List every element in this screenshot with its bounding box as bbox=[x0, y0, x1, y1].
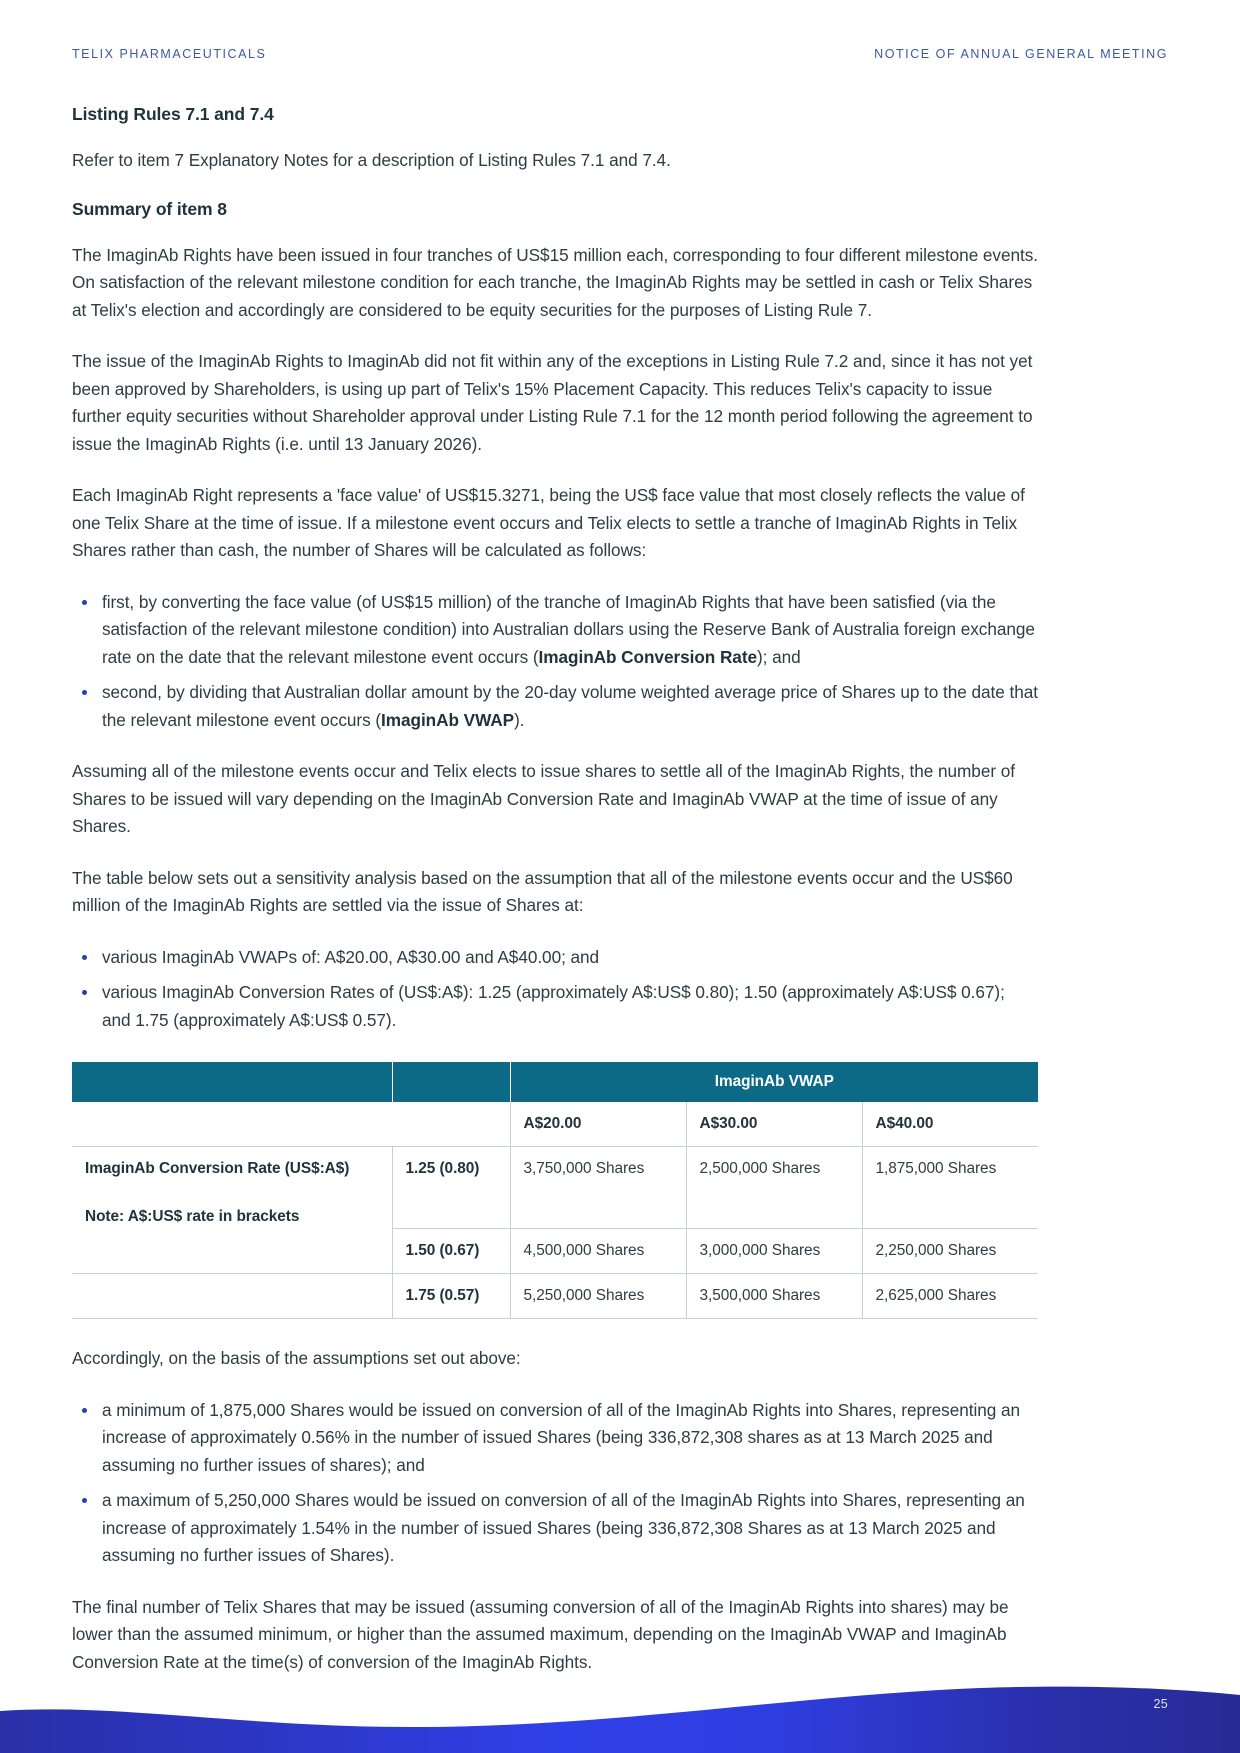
subheader-vwap-20: A$20.00 bbox=[510, 1102, 686, 1147]
list-item-second-dividing bbox=[72, 679, 1038, 734]
page-content bbox=[72, 104, 1038, 1700]
running-header bbox=[72, 47, 1168, 61]
table-subheader-row bbox=[72, 1102, 1038, 1147]
shares-175-vwap40: 2,625,000 Shares bbox=[862, 1274, 1038, 1319]
list-item-minimum-shares: a minimum of 1,875,000 Shares would be issued on conversion of all of the ImaginAb Rights into Shares, representing an increase of approximately 0.56% in the number of issued Shares (being 336,872,308 shares as at 13 March 2025 and assuming no further issues of shares); and bbox=[72, 1397, 1038, 1480]
subheader-vwap-30: A$30.00 bbox=[686, 1102, 862, 1147]
paragraph-issue-exceptions: The issue of the ImaginAb Rights to ImaginAb did not fit within any of the exceptions in Listing Rule 7.2 and, since it has not yet been approved by Shareholders, is using up part of Telix's 15% Placement Capacity. This reduces Telix's capacity to issue further equity securities without Shareholder approval under Listing Rule 7.1 for the 12 month period following the agreement to issue the ImaginAb Rights (i.e. until 13 January 2026). bbox=[72, 351, 1033, 454]
paragraph-face-value: Each ImaginAb Right represents a 'face value' of US$15.3271, being the US$ face value that most closely reflects the value of one Telix Share at the time of issue. If a milestone event occurs and Telix elects to settle a tranche of ImaginAb Rights in Telix Shares rather than cash, the number of Shares will be calculated as follows: bbox=[72, 485, 1025, 560]
shares-125-vwap30: 2,500,000 Shares bbox=[686, 1147, 862, 1229]
heading-listing-rules: Listing Rules 7.1 and 7.4 bbox=[72, 104, 274, 124]
sensitivity-table-wrapper bbox=[72, 1062, 1038, 1319]
rate-value-175: 1.75 (0.57) bbox=[392, 1274, 510, 1319]
header-imaginab-vwap: ImaginAb VWAP bbox=[510, 1062, 1038, 1102]
paragraph-table-intro: The table below sets out a sensitivity analysis based on the assumption that all of the milestone events occur and the US$60 million of the ImaginAb Rights are settled via the issue of Shares at: bbox=[72, 867, 1013, 915]
list-item-first-conversion bbox=[72, 589, 1038, 672]
assumptions-bullet-list bbox=[72, 944, 1038, 1035]
shares-175-vwap30: 3,500,000 Shares bbox=[686, 1274, 862, 1319]
bullet-second-text-pre: second, by dividing that Australian dollar amount by the 20-day volume weighted average price of Shares up to the date that the relevant milestone event occurs ( bbox=[102, 682, 1038, 730]
sensitivity-analysis-table bbox=[72, 1062, 1038, 1319]
paragraph-refer-item7: Refer to item 7 Explanatory Notes for a description of Listing Rules 7.1 and 7.4. bbox=[72, 150, 671, 170]
term-imaginab-vwap: ImaginAb VWAP bbox=[381, 709, 515, 730]
paragraph-final-number: The final number of Telix Shares that may be issued (assuming conversion of all of the ImaginAb Rights into shares) may be lower than the assumed minimum, or higher than the assumed maximum, depending on the ImaginAb VWAP and ImaginAb Conversion Rate at the time(s) of conversion of the ImaginAb Rights. bbox=[72, 1596, 1009, 1672]
heading-summary-item8: Summary of item 8 bbox=[72, 198, 227, 219]
footer-wave-graphic bbox=[0, 1633, 1240, 1753]
calculation-bullet-list bbox=[72, 589, 1038, 735]
row-label-title: ImaginAb Conversion Rate (US$:A$) bbox=[85, 1160, 350, 1177]
paragraph-assuming-milestones: Assuming all of the milestone events occur and Telix elects to issue shares to settle all of the ImaginAb Rights, the number of Shares to be issued will vary depending on the ImaginAb Conversion Rate and ImaginAb VWAP at the time of issue of any Shares. bbox=[72, 761, 1015, 836]
rate-value-125: 1.25 (0.80) bbox=[392, 1147, 510, 1229]
term-imaginab-conversion-rate: ImaginAb Conversion Rate bbox=[538, 646, 757, 667]
shares-150-vwap40: 2,250,000 Shares bbox=[862, 1229, 1038, 1274]
shares-125-vwap40: 1,875,000 Shares bbox=[862, 1147, 1038, 1229]
wave-path bbox=[0, 1687, 1240, 1753]
shares-175-vwap20: 5,250,000 Shares bbox=[510, 1274, 686, 1319]
list-item-various-vwaps: various ImaginAb VWAPs of: A$20.00, A$30.00 and A$40.00; and bbox=[72, 944, 1038, 972]
header-right-title: NOTICE OF ANNUAL GENERAL MEETING bbox=[874, 47, 1168, 61]
shares-125-vwap20: 3,750,000 Shares bbox=[510, 1147, 686, 1229]
table-header-band bbox=[72, 1062, 1038, 1102]
page-number: 25 bbox=[1153, 1697, 1168, 1711]
shares-150-vwap30: 3,000,000 Shares bbox=[686, 1229, 862, 1274]
header-blank-left bbox=[72, 1062, 392, 1102]
list-item-maximum-shares: a maximum of 5,250,000 Shares would be issued on conversion of all of the ImaginAb Rights into Shares, representing an increase of approximately 1.54% in the number of issued Shares (being 336,872,308 Shares as at 13 March 2025 and assuming no further issues of Shares). bbox=[72, 1487, 1038, 1570]
list-item-various-rates: various ImaginAb Conversion Rates of (US$:A$): 1.25 (approximately A$:US$ 0.80); 1.50 (approximately A$:US$ 0.67); and 1.75 (approximately A$:US$ 0.57). bbox=[72, 979, 1038, 1034]
subheader-vwap-40: A$40.00 bbox=[862, 1102, 1038, 1147]
conclusion-bullet-list bbox=[72, 1397, 1038, 1570]
table-row bbox=[72, 1147, 1038, 1229]
row-label-conversion-rate bbox=[72, 1147, 392, 1274]
subheader-blank-left bbox=[72, 1102, 392, 1147]
bullet-second-text-post: ). bbox=[514, 709, 525, 730]
bullet-first-text-post: ); and bbox=[757, 646, 801, 667]
subheader-blank-rate bbox=[392, 1102, 510, 1147]
shares-150-vwap20: 4,500,000 Shares bbox=[510, 1229, 686, 1274]
row-blank-left-175 bbox=[72, 1274, 392, 1319]
table-row bbox=[72, 1274, 1038, 1319]
rate-value-150: 1.50 (0.67) bbox=[392, 1229, 510, 1274]
header-blank-rate bbox=[392, 1062, 510, 1102]
paragraph-tranches: The ImaginAb Rights have been issued in four tranches of US$15 million each, corresponding to four different milestone events. On satisfaction of the relevant milestone condition for each tranche, the ImaginAb Rights may be settled in cash or Telix Shares at Telix's election and accordingly are considered to be equity securities for the purposes of Listing Rule 7. bbox=[72, 244, 1038, 320]
bullet-first-text-pre: first, by converting the face value (of US$15 million) of the tranche of ImaginAb Rights that have been satisfied (via the satisfaction of the relevant milestone condition) into Australian dollars using the Reserve Bank of Australia foreign exchange rate on the date that the relevant milestone event occurs ( bbox=[102, 591, 1035, 667]
header-left-title: TELIX PHARMACEUTICALS bbox=[72, 47, 267, 61]
paragraph-accordingly: Accordingly, on the basis of the assumptions set out above: bbox=[72, 1348, 521, 1368]
row-label-note: Note: A$:US$ rate in brackets bbox=[85, 1208, 300, 1225]
